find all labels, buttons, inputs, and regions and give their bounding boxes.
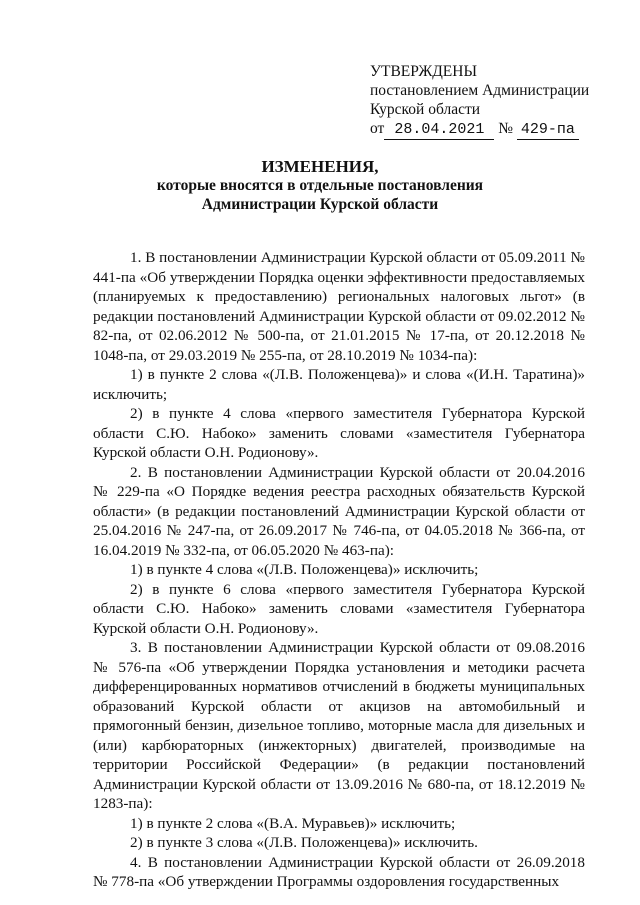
paragraph: 2) в пункте 4 слова «первого заместителя Губернатора Курской области С.Ю. Набоко» заменить словами «заместителя Губернатора Курской области О.Н. Родионову». (93, 405, 585, 461)
approval-date: 28.04.2021 (384, 120, 494, 140)
approval-region: Курской области (370, 101, 481, 118)
paragraph: 2) в пункте 3 слова «(Л.В. Положенцева)» исключить. (130, 834, 478, 851)
paragraph: 2. В постановлении Администрации Курской области от 20.04.2016 № 229-па «О Порядке ведения реестра расходных обязательств Курской области» (в редакции постановлений Администрации Курской области от 25.04.2016 № 247-па, от 26.09.2017 № 746-па, от 04.05.2018 № 366-па, от 16.04.2019 № 332-па, от 06.05.2020 № 463-па): (93, 463, 585, 559)
approval-stamp (370, 62, 589, 140)
number-prefix: № (498, 120, 513, 137)
paragraph: 1) в пункте 4 слова «(Л.В. Положенцева)» исключить; (130, 561, 479, 578)
heading-subtitle-2: Администрации Курской области (201, 196, 439, 213)
paragraph: 1. В постановлении Администрации Курской области от 05.09.2011 № 441-па «Об утверждении Порядка оценки эффективности предоставляемых (планируемых к предоставлению) региональных налоговых льгот» (в редакции постановлений Администрации Курской области от 09.02.2012 № 82-па, от 02.06.2012 № 500-па, от 21.01.2015 № 17-па, от 20.12.2018 № 1048-па, от 29.03.2019 № 255-па, от 28.10.2019 № 1034-па): (93, 249, 585, 364)
paragraph: 4. В постановлении Администрации Курской области от 26.09.2018 № 778-па «Об утверждении Программы оздоровления государственных (93, 853, 585, 890)
approval-authority: постановлением Администрации (370, 82, 590, 99)
paragraph: 1) в пункте 2 слова «(Л.В. Положенцева)» и слова «(И.Н. Таратина)» исключить; (93, 366, 585, 403)
paragraph: 1) в пункте 2 слова «(В.А. Муравьев)» исключить; (130, 814, 456, 832)
paragraph: 3. В постановлении Администрации Курской области от 09.08.2016 № 576-па «Об утверждении Порядка установления и методики расчета дифференцированных нормативов отчислений в бюджеты муниципальных образований Курской области от акцизов на автомобильный и прямогонный бензин, дизельное топливо, моторные масла для дизельных и (или) карбюраторных (инжекторных) двигателей, производимые на территории Российской Федерации» (в редакции постановлений Администрации Курской области от 13.09.2016 № 680-па, от 18.12.2019 № 1283-па): (93, 639, 585, 812)
date-prefix: от (370, 120, 385, 137)
approval-title: УТВЕРЖДЕНЫ (370, 63, 477, 80)
approval-date-number (370, 119, 589, 140)
approval-number: 429-па (517, 120, 579, 140)
document-heading (60, 157, 580, 214)
document-body (93, 248, 585, 892)
heading-subtitle: которые вносятся в отдельные постановления (156, 177, 484, 194)
heading-title: ИЗМЕНЕНИЯ, (261, 157, 379, 176)
paragraph: 2) в пункте 6 слова «первого заместителя Губернатора Курской области С.Ю. Набоко» заменить словами «заместителя Губернатора Курской области О.Н. Родионову». (93, 580, 585, 637)
